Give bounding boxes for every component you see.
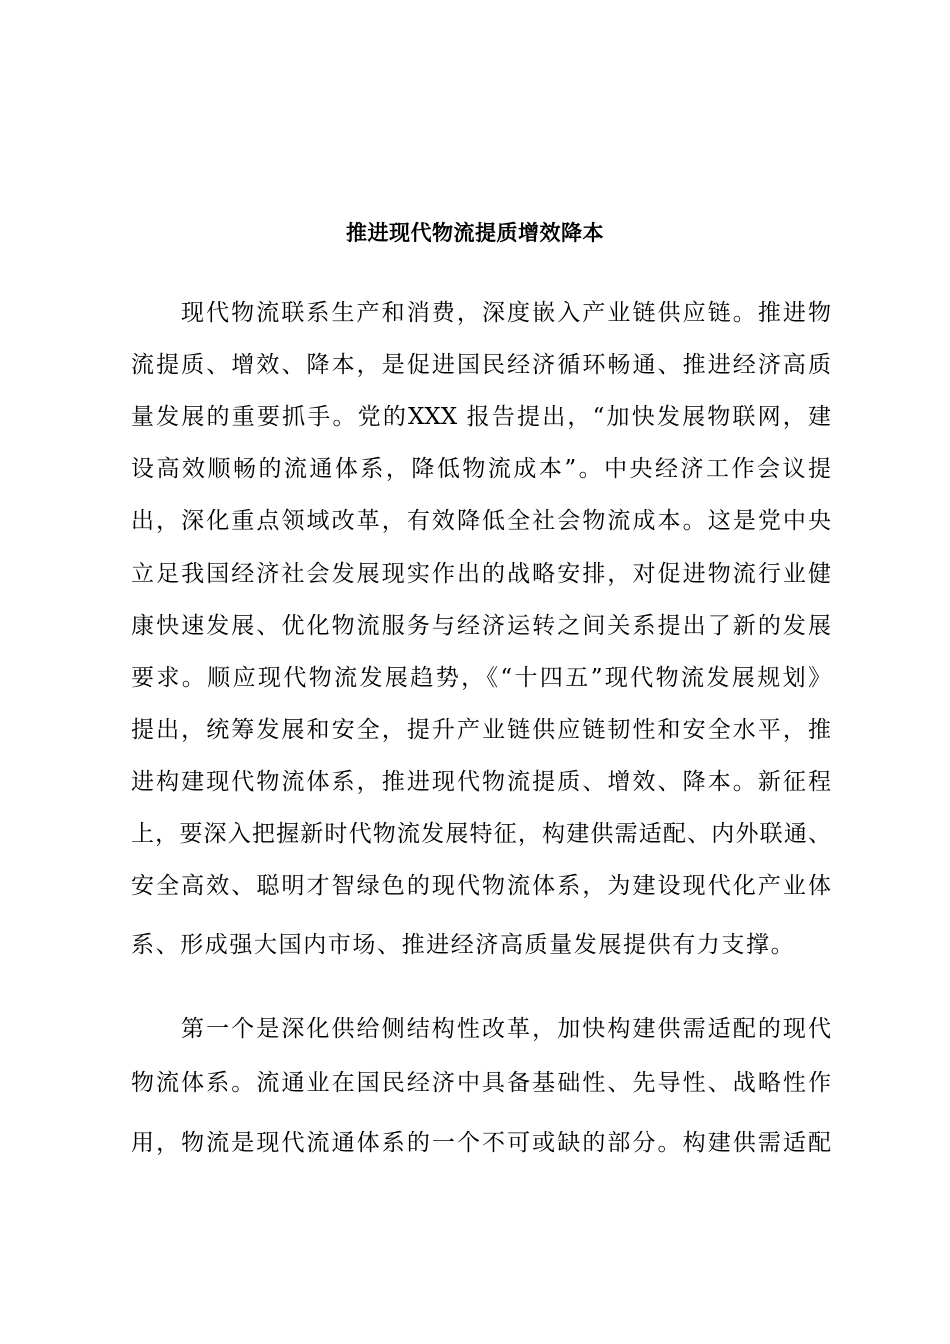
paragraph-1-line: 设高效顺畅的流通体系，降低物流成本”。中央经济工作会议提	[131, 456, 831, 482]
paragraph-1-line: 系、形成强大国内市场、推进经济高质量发展提供有力支撑。	[131, 932, 796, 958]
paragraph-1-line: 立足我国经济社会发展现实作出的战略安排，对促进物流行业健	[131, 561, 831, 587]
paragraph-1-line: 进构建现代物流体系，推进现代物流提质、增效、降本。新征程	[131, 769, 831, 795]
document-title: 推进现代物流提质增效降本	[346, 221, 604, 245]
paragraph-1-line: 安全高效、聪明才智绿色的现代物流体系，为建设现代化产业体	[131, 873, 831, 899]
paragraph-1-line: 量发展的重要抓手。党的XXX 报告提出，“加快发展物联网，建	[131, 404, 831, 430]
paragraph-1-line: 康快速发展、优化物流服务与经济运转之间关系提出了新的发展	[131, 613, 831, 639]
paragraph-1-line: 流提质、增效、降本，是促进国民经济循环畅通、推进经济高质	[131, 352, 831, 378]
paragraph-1-line: 要求。顺应现代物流发展趋势，《“十四五”现代物流发展规划》	[131, 665, 831, 691]
paragraph-2-line: 第一个是深化供给侧结构性改革，加快构建供需适配的现代	[181, 1016, 831, 1042]
paragraph-2-line: 用，物流是现代流通体系的一个不可或缺的部分。构建供需适配	[131, 1130, 831, 1156]
paragraph-1-line: 出，深化重点领域改革，有效降低全社会物流成本。这是党中央	[131, 508, 831, 534]
paragraph-1-line: 提出，统筹发展和安全，提升产业链供应链韧性和安全水平，推	[131, 717, 831, 743]
paragraph-2-line: 物流体系。流通业在国民经济中具备基础性、先导性、战略性作	[131, 1070, 831, 1096]
paragraph-1-line: 现代物流联系生产和消费，深度嵌入产业链供应链。推进物	[181, 300, 831, 326]
paragraph-1-line: 上，要深入把握新时代物流发展特征，构建供需适配、内外联通、	[131, 821, 831, 847]
